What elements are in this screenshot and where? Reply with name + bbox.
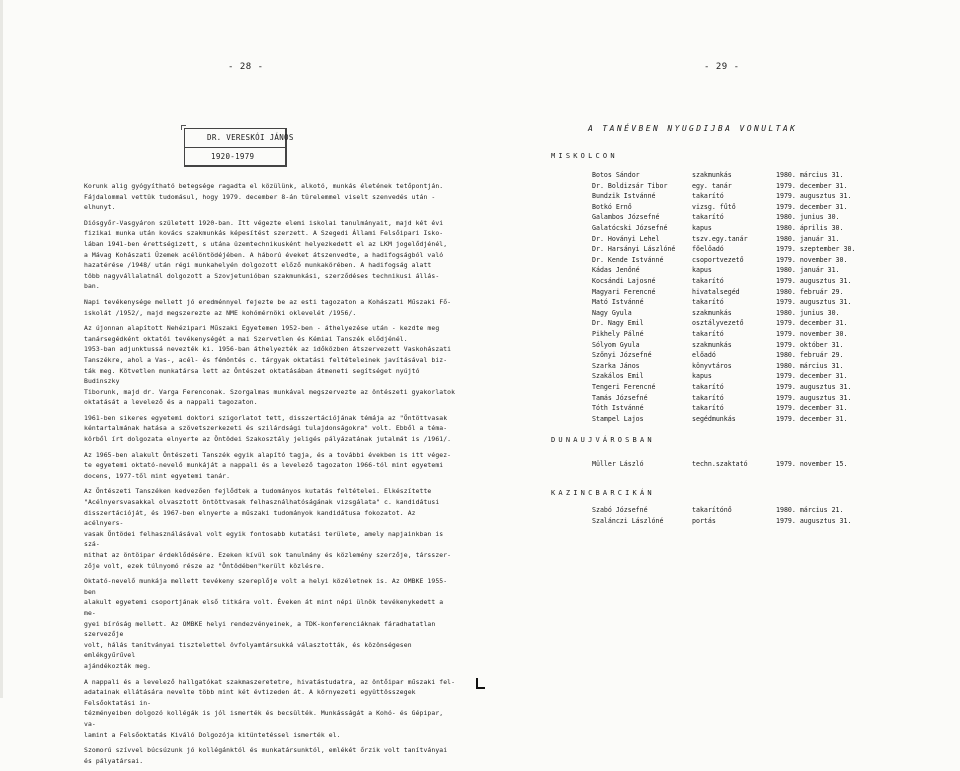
retiree-role: takarító: [692, 330, 724, 338]
obituary-divider: [185, 147, 285, 148]
retiree-name: Magyari Ferencné: [592, 287, 656, 296]
retiree-row: [592, 517, 892, 526]
retiree-date: 1979. augusztus 31.: [776, 277, 852, 285]
retiree-row: [592, 288, 892, 297]
retiree-date: 1979. augusztus 31.: [776, 516, 852, 525]
paragraph: Az Öntészeti Tanszéken kedvezően fejlődtek a tudományos kutatás feltételei. Elkészítette "Acélnyersvasakkal olvasztott öntöttvasak felhasználhatóságának vizsgálata" c. kandidátusi disszertációját, és 1967-ben elnyerte a műszaki tudományok kandidátusa fokozatot. Az acélnyers- vasak Öntödei felhasználásával volt egyik fontosabb kutatási területe, amely napjainkban is szá- mithat az öntöipar érdeklődésére. Ezeken kívül sok tanulmány és közlemény szerzője, társszer- zője volt, ezek túlnyomó része az "Öntödében"került közlésre.: [84, 487, 452, 570]
retiree-date: 1980. március 31.: [776, 171, 844, 179]
retiree-row: [592, 394, 892, 403]
retiree-date: 1979. december 31.: [776, 372, 848, 381]
retiree-date: 1980. március 31.: [776, 361, 844, 370]
paragraph: Az újonnan alapított Nehézipari Műszaki Egyetemen 1952-ben - áthelyezése után - kezdte meg tanársegédként oktatói tevékenységét a mai Szervetlen és Kémiai Tanszék elődjénél. 1953-ban adjunktussá nevezték ki. 1956-ban áthelyezték az időközben átszervezett Vaskohászati Tanszékre, ahol a Vas-, acél- és fémöntés c. tárgyak oktatási feltételeinek javításával biz- ták meg. Kötvetlen munkatársa lett az Öntészet oktatásában átmeneti segítséget nyújtó Budinszky Tiborunk, majd dr. Varga Ferenconak. Szorgalmas munkával megszervezte az öntészeti gyakorlatok oktatását a levelező és a nappali tagozaton.: [84, 324, 456, 407]
retiree-role: osztályvezető: [692, 319, 744, 328]
retiree-row: [592, 182, 892, 191]
retiree-date: 1980. január 31.: [776, 234, 840, 243]
retiree-role: takarító: [692, 213, 724, 222]
retiree-name: Bundzik Istvánné: [592, 192, 656, 201]
paragraph: 1961-ben sikeres egyetemi doktori szigorlatot tett, disszertációjának témája az "Öntöttvasak kéntartalmának hatása a szövetszerkezeti és szilárdsági tulajdonságokra" volt. Ebből a téma- körből írt dolgozata elnyerte az Öntödei Szakosztály jeligés pályázatának jutalmát is /1961/.: [84, 413, 452, 444]
retiree-name: Tengeri Ferencné: [592, 383, 656, 391]
retiree-date: 1979. november 30.: [776, 330, 848, 338]
retiree-date: 1980. január 31.: [776, 266, 840, 275]
retiree-date: 1979. november 15.: [776, 460, 848, 468]
retiree-name: Dr. Hoványi Lehel: [592, 234, 660, 243]
retiree-row: [592, 330, 892, 339]
retiree-row: [592, 224, 892, 233]
obituary-text: [84, 181, 456, 771]
page-corner-mark: [476, 678, 485, 689]
retiree-row: [592, 460, 892, 469]
retiree-date: 1979. szeptember 30.: [776, 245, 856, 254]
retiree-date: 1979. december 31.: [776, 181, 848, 190]
retiree-role: takarító: [692, 404, 724, 413]
obituary-name: DR. VERESKÓI JÁNOS: [207, 133, 294, 142]
retiree-name: Szőnyi Józsefné: [592, 351, 652, 360]
retiree-date: 1980. február 29.: [776, 287, 844, 296]
retiree-name: Szakálos Emil: [592, 372, 644, 381]
retiree-date: 1980. március 21.: [776, 506, 844, 514]
retiree-date: 1980. junius 30.: [776, 213, 840, 222]
retiree-row: [592, 341, 892, 350]
paragraph: Szomorú szívvel búcsúzunk jó kollégánktól és munkatársunktól, emlékét őrzik volt tanítványai és pályatársai.: [84, 746, 448, 765]
retiree-row: [592, 319, 892, 328]
retiree-role: takarítónő: [692, 506, 732, 514]
retiree-name: Dr. Harsányi Lászlóné: [592, 245, 676, 254]
retiree-name: Kocsándi Lajosné: [592, 277, 656, 285]
retiree-date: 1979. augusztus 31.: [776, 298, 852, 307]
retiree-name: Dr. Kende Istvánné: [592, 255, 664, 264]
retiree-row: [592, 298, 892, 307]
retiree-name: Nagy Gyula: [592, 308, 632, 317]
retiree-date: 1980. junius 30.: [776, 308, 840, 317]
retiree-date: 1979. augusztus 31.: [776, 393, 852, 402]
retiree-role: szakmunkás: [692, 171, 732, 179]
retiree-name: Stampel Lajos: [592, 414, 644, 423]
retiree-row: [592, 404, 892, 413]
retiree-name: Tamás Józsefné: [592, 393, 648, 402]
retiree-name: Müller László: [592, 460, 644, 468]
retiree-row: [592, 309, 892, 318]
retiree-name: Tóth Istvánné: [592, 404, 644, 413]
paragraph: Diósgyőr-Vasgyáron született 1920-ban. Itt végezte elemi iskolai tanulmányait, majd két évi fizikai munka után kovács szakmunkás képesítést szerzett. A Szegedi Állami Felsőipari Isko- lában 1941-ben érettségizett, s utána üzemtechnikusként helyezkedett el az LKM jogelődjénél, a Mávag Kohászati Üzemek acélöntödéjében. A háború éveket átszenvedte, a hadifogságból való hazatérése /1948/ után régi munkahelyén dolgozott előző munkakörében. A hadifogság alatt több nagyvállalatnál dolgozott a Szovjetunióban szakmunkási, szerződéses technikusi állás- ban.: [84, 218, 448, 291]
retiree-row: [592, 203, 892, 212]
retiree-role: takarító: [692, 298, 724, 307]
retiree-role: hivatalsegéd: [692, 287, 740, 296]
retiree-name: Galambos Józsefné: [592, 213, 660, 222]
city-heading-dunaujvaros: DUNAUJVÁROSBAN: [551, 436, 655, 444]
retiree-role: vizsg. fűtő: [692, 202, 736, 211]
retiree-name: Botos Sándor: [592, 171, 640, 179]
paragraph: Az 1965-ben alakult Öntészeti Tanszék egyik alapító tagja, és a további években is itt végez- te egyetemi oktató-nevelő munkáját a nappali és a levelező tagozaton 1966-tól mint egyetemi docens, 1977-től mint egyetemi tanár.: [84, 450, 452, 480]
paragraph: Napi tevékenysége mellett jó eredménnyel fejezte be az esti tagozaton a Kohászati Műszaki Fő- iskolát /1952/, majd megszerezte az NME kohómérnöki oklevelét /1956/.: [84, 297, 452, 317]
retiree-row: [592, 192, 892, 201]
retiree-role: techn.szaktató: [692, 460, 748, 468]
retiree-date: 1979. november 30.: [776, 255, 848, 264]
retiree-role: kapus: [692, 224, 712, 232]
retiree-name: Botkó Ernő: [592, 202, 632, 211]
retiree-row: [592, 351, 892, 360]
retiree-name: Dr. Nagy Emil: [592, 319, 644, 328]
retiree-role: tszv.egy.tanár: [692, 234, 748, 243]
retiree-role: előadó: [692, 351, 716, 360]
retiree-date: 1979. augusztus 31.: [776, 192, 852, 201]
retiree-role: könyvtáros: [692, 361, 732, 370]
retiree-role: portás: [692, 516, 716, 525]
retiree-role: szakmunkás: [692, 308, 732, 317]
retiree-date: 1980. február 29.: [776, 351, 844, 360]
retiree-row: [592, 245, 892, 254]
retiree-row: [592, 213, 892, 222]
retiree-date: 1979. augusztus 31.: [776, 383, 852, 391]
retiree-date: 1979. december 31.: [776, 202, 848, 211]
retiree-role: csoportvezető: [692, 255, 744, 264]
retiree-date: 1979. december 31.: [776, 404, 848, 413]
retiree-row: [592, 383, 892, 392]
paragraph: Korunk alig gyógyítható betegsége ragadta el közülünk, alkotó, munkás életének tetőpontján. Fájdalommal vettük tudomásul, hogy 1979. december 8-án türelemmel viselt szenvedés után - elhunyt.: [84, 182, 444, 212]
scan-edge: [0, 0, 3, 698]
retiree-name: Mató Istvánné: [592, 298, 644, 307]
retiree-date: 1979. december 31.: [776, 414, 848, 423]
page-number-right: - 29 -: [704, 62, 740, 72]
obituary-header-box: [184, 128, 294, 167]
retiree-date: 1980. április 30.: [776, 224, 844, 232]
city-heading-kazincbarcika: KAZINCBARCIKÁN: [551, 489, 655, 497]
obituary-years: 1920-1979: [211, 152, 255, 161]
retiree-row: [592, 256, 892, 265]
retiree-row: [592, 171, 892, 180]
retiree-row: [592, 506, 892, 515]
retiree-name: Szarka János: [592, 361, 640, 370]
retiree-row: [592, 415, 892, 424]
retiree-role: szakmunkás: [692, 340, 732, 349]
retiree-name: Szalánczi Lászlóné: [592, 516, 664, 525]
retiree-row: [592, 362, 892, 371]
retiree-name: Szabó Józsefné: [592, 506, 648, 514]
retiree-role: egy. tanár: [692, 181, 732, 190]
retiree-date: 1979. december 31.: [776, 319, 848, 328]
retiree-role: takarító: [692, 393, 724, 402]
city-heading-miskolc: MISKOLCON: [551, 152, 618, 160]
retiree-name: Pikhely Pálné: [592, 330, 644, 338]
retiree-role: takarító: [692, 277, 724, 285]
retiree-role: főelőadó: [692, 245, 724, 254]
retiree-row: [592, 266, 892, 275]
retiree-role: takarító: [692, 192, 724, 201]
retiree-role: kapus: [692, 266, 712, 275]
retiree-role: takarító: [692, 383, 724, 391]
retirees-title: A TANÉVBEN NYUGDIJBA VONULTAK: [588, 124, 798, 133]
retiree-name: Sólyom Gyula: [592, 340, 640, 349]
retiree-row: [592, 372, 892, 381]
retiree-role: segédmunkás: [692, 414, 736, 423]
retiree-name: Galatócski Józsefné: [592, 224, 668, 232]
retiree-row: [592, 235, 892, 244]
retiree-name: Kádas Jenőné: [592, 266, 640, 275]
retiree-date: 1979. október 31.: [776, 340, 844, 349]
retiree-row: [592, 277, 892, 286]
page-number-left: - 28 -: [228, 62, 264, 72]
paragraph: A nappali és a levelező hallgatókat szakmaszeretetre, hivatástudatra, az öntőipar műszaki fel- adatainak ellátására nevelte több mint két évtizeden át. A környezeti együttösszegek Felsőoktatási in- tézményeiben dolgozó kollégák is jól ismerték és becsülték. Munkásságát a Kohó- és Gépipar, va- lamint a Felsőoktatás Kiváló Dolgozója kitüntetéssel ismerték el.: [84, 677, 456, 739]
paragraph: Oktató-nevelő munkája mellett tevékeny szereplője volt a helyi közéletnek is. Az OMBKE 1955-ben alakult egyetemi csoportjának első titkára volt. Éveken át mint népi ülnök tevékenykedett a me- gyei bíróság mellett. Az OMBKE helyi rendezvényeinek, a TDK-konferenciáknak fáradhatatlan szervezője volt, hálás tanítványai tisztelettel övfolyamtársukká választották, és közönségesen emlékgyűrűvel ajándékozták meg.: [84, 577, 448, 670]
retiree-name: Dr. Boldizsár Tibor: [592, 181, 668, 190]
retiree-role: kapus: [692, 372, 712, 381]
